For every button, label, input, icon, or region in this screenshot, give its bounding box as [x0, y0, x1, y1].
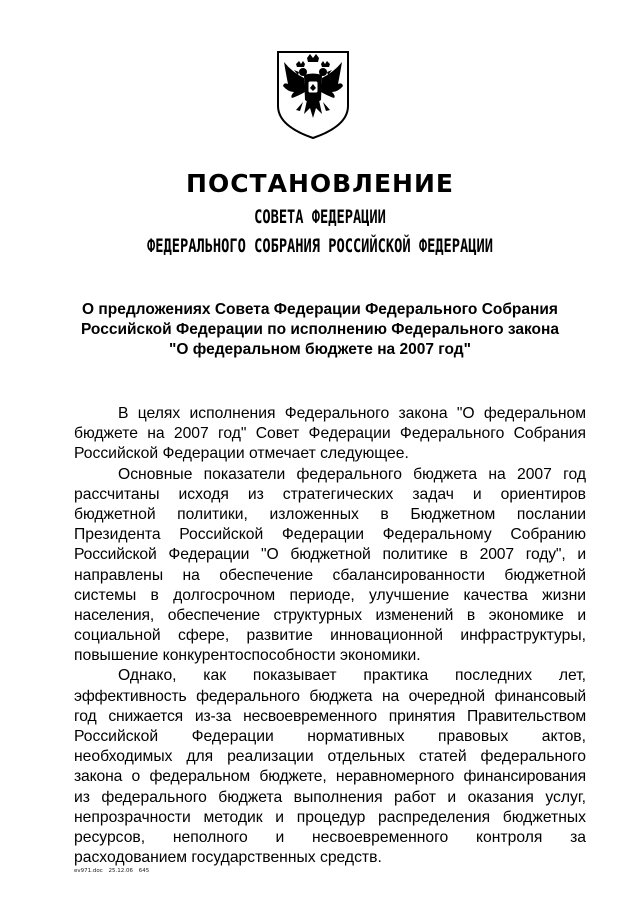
- body-line: непрозрачности методик и процедур распределения бюджетных: [74, 808, 586, 826]
- document-body: [74, 404, 586, 868]
- body-line: Российской Федерации отмечает следующее.: [74, 445, 409, 463]
- body-line: ресурсов, неполного и несвоевременного контроля за: [74, 828, 586, 846]
- body-line: Президента Российской Федерации Федеральному Собранию: [74, 526, 586, 544]
- body-line: год снижается из-за несвоевременного принятия Правительством: [74, 707, 586, 725]
- body-line: направлены на обеспечение сбалансированности бюджетной: [74, 566, 586, 584]
- body-line: системы в долгосрочном периоде, улучшение качества жизни: [74, 586, 586, 604]
- subject-line: О предложениях Совета Федерации Федерального Собрания: [82, 301, 558, 318]
- body-line: необходимых для реализации отдельных статей федерального: [74, 748, 586, 766]
- coat-of-arms-emblem-icon: [274, 48, 352, 140]
- body-line: Основные показатели федерального бюджета на 2007 год: [118, 465, 586, 483]
- body-line: повышение конкурентоспособности экономики.: [74, 647, 421, 665]
- document-title: ПОСТАНОВЛЕНИЕ: [186, 169, 454, 198]
- body-line: закона о федеральном бюджете, неравномерного финансирования: [74, 768, 586, 786]
- document-subject: [0, 300, 640, 360]
- footer-filename: ev971.doc: [74, 868, 103, 874]
- document-footer: [74, 868, 153, 874]
- body-line: эффективность федерального бюджета на очередной финансовый: [74, 687, 586, 705]
- body-line: социальной сфере, развитие инновационной инфраструктуры,: [74, 627, 586, 645]
- footer-code: 645: [138, 868, 150, 874]
- body-line: Однако, как показывает практика последних лет,: [118, 667, 586, 685]
- document-issuer-line2: ФЕДЕРАЛЬНОГО СОБРАНИЯ РОССИЙСКОЙ ФЕДЕРАЦИИ: [147, 235, 493, 257]
- body-line: Российской Федерации нормативных правовых актов,: [74, 728, 586, 745]
- body-line: В целях исполнения Федерального закона "О федеральном: [118, 405, 586, 422]
- document-issuer-line1: СОВЕТА ФЕДЕРАЦИИ: [254, 206, 386, 228]
- body-line: бюджете на 2007 год" Совет Федерации Федерального Собрания: [74, 425, 586, 443]
- footer-date: 25.12.06: [108, 868, 134, 874]
- body-line: населения, обеспечение структурных изменений в экономике и: [74, 606, 586, 624]
- body-line: рассчитаны исходя из стратегических задач и ориентиров: [74, 485, 586, 503]
- body-line: бюджетной политики, изложенных в Бюджетном послании: [74, 505, 586, 523]
- subject-line: "О федеральном бюджете на 2007 год": [169, 341, 471, 358]
- body-line: Российской Федерации "О бюджетной политике в 2007 году", и: [74, 546, 586, 564]
- body-line: расходованием государственных средств.: [74, 849, 382, 867]
- subject-line: Российской Федерации по исполнению Федерального закона: [80, 321, 560, 338]
- body-line: из федерального бюджета выполнения работ и оказания услуг,: [74, 788, 586, 806]
